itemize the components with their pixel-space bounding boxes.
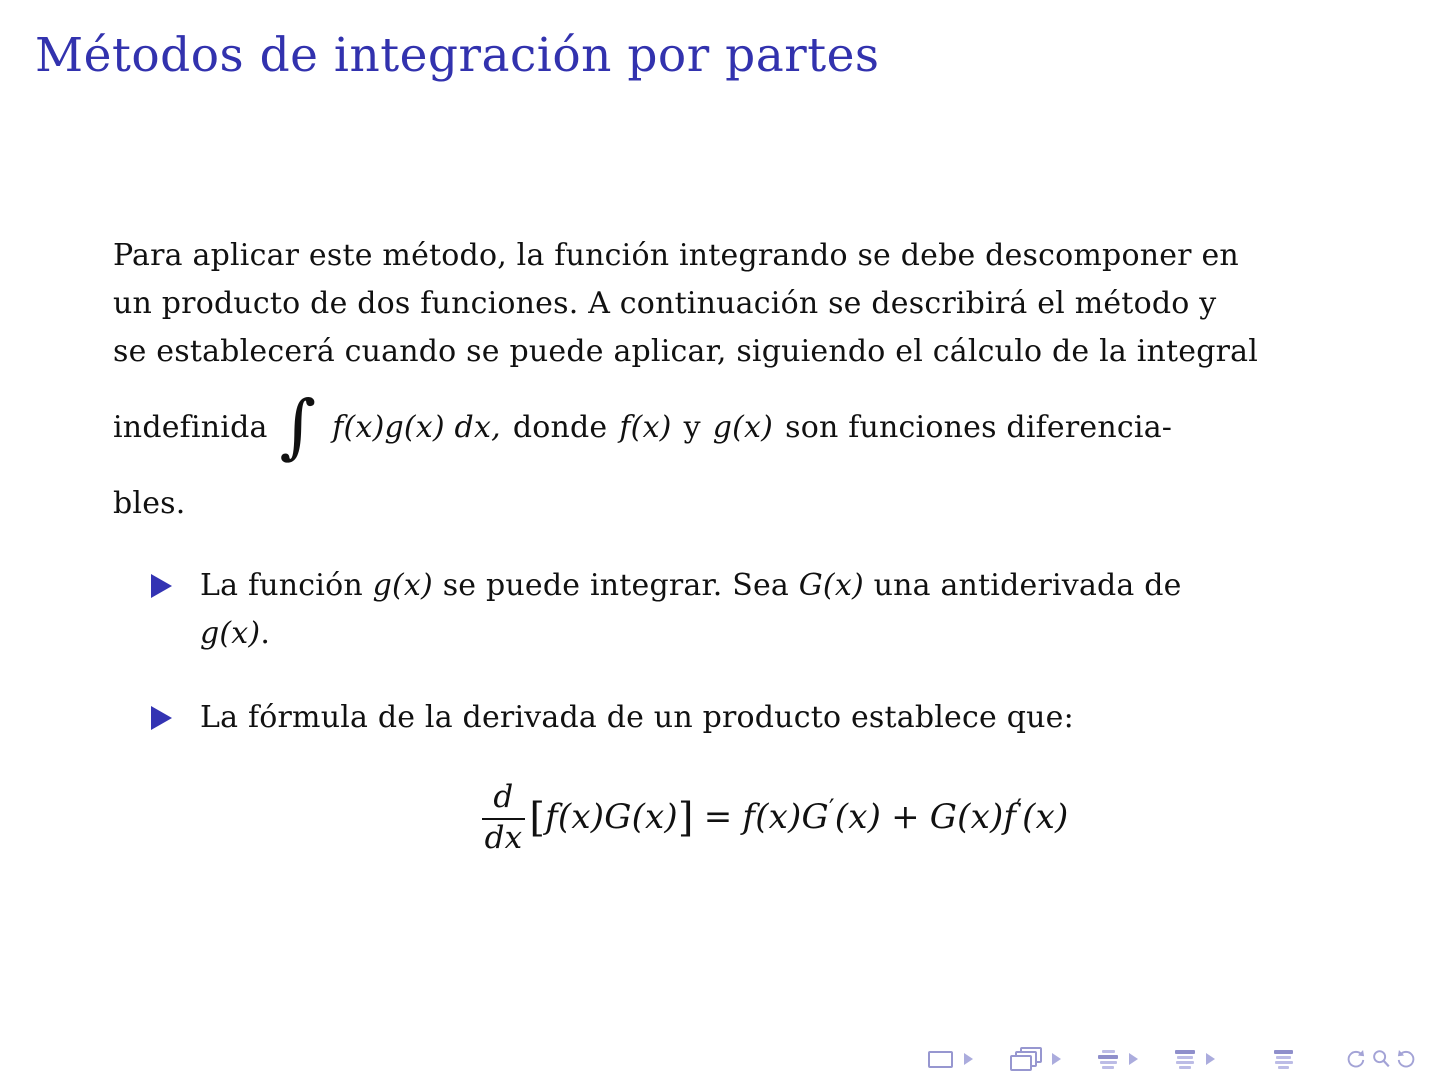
text-segment: una antiderivada de [863, 568, 1182, 603]
paragraph-line: Para aplicar este método, la función integrando se debe descomponer en [113, 238, 1239, 273]
triangle-bullet-icon [151, 574, 172, 598]
text-segment: . [260, 616, 271, 651]
slide-nav-group [915, 1049, 975, 1070]
next-frame-button[interactable] [1050, 1051, 1063, 1067]
math-segment: f(x)G [742, 796, 829, 837]
back-button[interactable] [1342, 1046, 1368, 1072]
list-item [113, 694, 1339, 742]
math-segment: g(x) [372, 568, 433, 603]
text-segment: donde [512, 410, 608, 445]
left-bracket: [ [529, 794, 546, 841]
page-title: Métodos de integración por partes [35, 28, 880, 83]
section-list-icon [1175, 1050, 1195, 1069]
right-arrow-icon [1052, 1053, 1061, 1065]
frames-icon [1009, 1047, 1042, 1072]
list-item-text: La fórmula de la derivada de un producto establece que: [200, 700, 1074, 735]
frame-button[interactable] [1001, 1045, 1050, 1074]
forward-icon [1396, 1048, 1418, 1070]
next-subsection-button[interactable] [1127, 1051, 1140, 1067]
formula-body [529, 793, 1068, 844]
plus-sign: + [891, 796, 920, 837]
forward-button[interactable] [1394, 1046, 1420, 1072]
subsection-button[interactable] [1089, 1048, 1127, 1071]
integral-sign: ∫ [279, 385, 317, 467]
math-segment: G(x)f [929, 796, 1017, 837]
right-arrow-icon [1129, 1053, 1138, 1065]
section-button[interactable] [1166, 1048, 1204, 1071]
math-segment: (x) [834, 796, 882, 837]
text-segment: La función [200, 568, 373, 603]
beamer-navigation-bar [915, 1046, 1420, 1072]
current-slide-button[interactable] [919, 1049, 962, 1070]
slide-icon [928, 1051, 953, 1068]
text-segment: son funciones diferencia- [785, 410, 1173, 445]
text-segment: se puede integrar. Sea [432, 568, 799, 603]
fraction-numerator: d [493, 779, 514, 815]
prime-mark: ′ [1016, 793, 1023, 823]
paragraph-line: bles. [113, 486, 186, 521]
frame-nav-group [997, 1045, 1063, 1074]
math-segment: f(x) [619, 410, 672, 445]
list-item-text [200, 562, 1330, 658]
right-arrow-icon [964, 1053, 973, 1065]
back-icon [1344, 1048, 1366, 1070]
next-slide-button[interactable] [962, 1051, 975, 1067]
paragraph-line: se establecerá cuando se puede aplicar, siguiendo el cálculo de la integral [113, 334, 1259, 369]
text-segment: indefinida [113, 410, 268, 445]
paragraph-line-integral [113, 376, 1339, 480]
next-section-button[interactable] [1204, 1051, 1217, 1067]
prime-mark: ′ [828, 793, 835, 823]
math-segment: f(x)g(x) dx, [332, 410, 501, 445]
fraction-denominator: dx [482, 818, 526, 857]
triangle-bullet-icon [151, 706, 172, 730]
search-icon [1370, 1048, 1392, 1070]
section-nav-group [1162, 1048, 1217, 1071]
equals-sign: = [703, 796, 733, 837]
math-segment: (x) [1022, 796, 1069, 837]
paragraph-line: un producto de dos funciones. A continuación se describirá el método y [113, 286, 1217, 321]
math-segment: g(x) [712, 410, 774, 445]
math-segment: G(x) [798, 568, 864, 603]
subsection-nav-group [1085, 1048, 1140, 1071]
appendix-button[interactable] [1265, 1048, 1302, 1071]
slide-body [113, 232, 1339, 856]
right-bracket: ] [677, 794, 694, 841]
bullet-list [113, 562, 1339, 742]
math-segment: g(x) [200, 616, 261, 651]
subsection-list-icon [1098, 1050, 1118, 1069]
text-segment: y [683, 410, 701, 445]
appendix-list-icon [1274, 1050, 1293, 1069]
find-button[interactable] [1368, 1046, 1394, 1072]
fraction [482, 780, 526, 856]
display-formula [113, 780, 1339, 856]
list-item [113, 562, 1339, 658]
right-arrow-icon [1206, 1053, 1215, 1065]
math-segment: f(x)G(x) [545, 796, 678, 837]
